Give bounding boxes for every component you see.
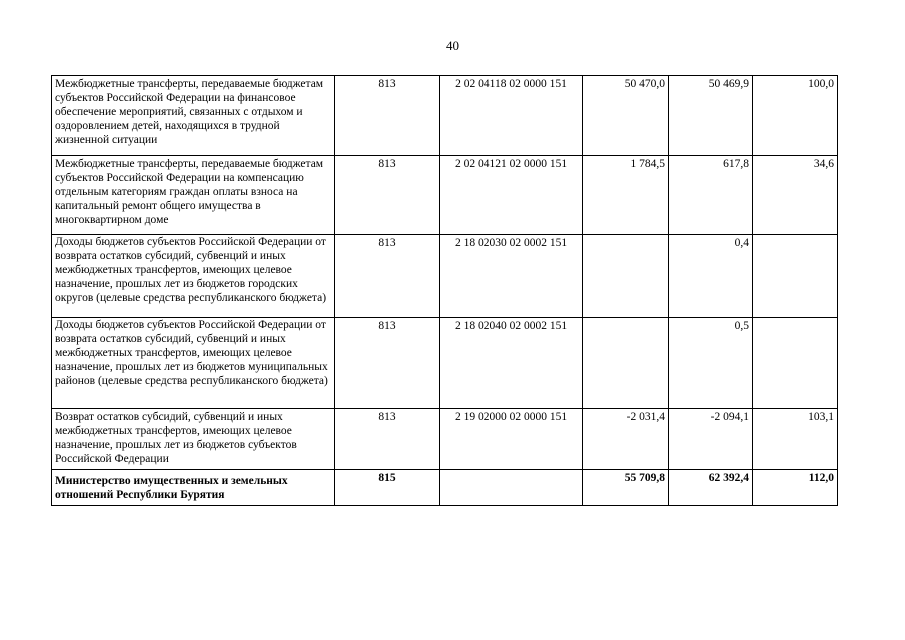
row-name: Межбюджетные трансферты, передаваемые бюджетам субъектов Российской Федерации на компенсацию отдельным категориям граждан оплаты взноса на капитальный ремонт общего имущества в многоквартирном доме — [52, 156, 335, 235]
table-row — [52, 235, 838, 318]
row-plan — [583, 235, 669, 318]
row-percent: 34,6 — [753, 156, 838, 235]
row-admin-code: 813 — [335, 409, 440, 470]
row-percent — [753, 318, 838, 409]
row-fact: 50 469,9 — [669, 76, 753, 156]
row-budget-code: 2 18 02040 02 0002 151 — [440, 318, 583, 409]
row-admin-code: 813 — [335, 318, 440, 409]
row-name: Межбюджетные трансферты, передаваемые бюджетам субъектов Российской Федерации на финансовое обеспечение мероприятий, связанных с отдыхом и оздоровлением детей, находящихся в трудной жизненной ситуации — [52, 76, 335, 156]
row-fact: 0,4 — [669, 235, 753, 318]
row-plan: 1 784,5 — [583, 156, 669, 235]
row-budget-code: 2 18 02030 02 0002 151 — [440, 235, 583, 318]
row-plan: 55 709,8 — [583, 470, 669, 506]
row-fact: 62 392,4 — [669, 470, 753, 506]
row-fact: -2 094,1 — [669, 409, 753, 470]
row-admin-code: 813 — [335, 76, 440, 156]
page-number: 40 — [446, 38, 459, 53]
row-admin-code: 813 — [335, 156, 440, 235]
row-budget-code: 2 19 02000 02 0000 151 — [440, 409, 583, 470]
budget-table — [51, 75, 838, 506]
row-name: Доходы бюджетов субъектов Российской Федерации от возврата остатков субсидий, субвенций и иных межбюджетных трансфертов, имеющих целевое назначение, прошлых лет из бюджетов городских округов (целевые средства республиканского бюджета) — [52, 235, 335, 318]
row-budget-code — [440, 470, 583, 506]
row-budget-code: 2 02 04121 02 0000 151 — [440, 156, 583, 235]
row-percent: 103,1 — [753, 409, 838, 470]
row-fact: 617,8 — [669, 156, 753, 235]
row-plan — [583, 318, 669, 409]
row-percent — [753, 235, 838, 318]
row-name: Возврат остатков субсидий, субвенций и иных межбюджетных трансфертов, имеющих целевое назначение, прошлых лет из бюджетов субъектов Российской Федерации — [52, 409, 335, 470]
table-row — [52, 76, 838, 156]
row-budget-code: 2 02 04118 02 0000 151 — [440, 76, 583, 156]
table-row — [52, 409, 838, 470]
row-percent: 112,0 — [753, 470, 838, 506]
row-percent: 100,0 — [753, 76, 838, 156]
row-admin-code: 815 — [335, 470, 440, 506]
table-row — [52, 156, 838, 235]
table-row — [52, 318, 838, 409]
table-row-ministry-total — [52, 470, 838, 506]
row-plan: -2 031,4 — [583, 409, 669, 470]
row-name: Доходы бюджетов субъектов Российской Федерации от возврата остатков субсидий, субвенций и иных межбюджетных трансфертов, имеющих целевое назначение, прошлых лет из бюджетов муниципальных районов (целевые средства республиканского бюджета) — [52, 318, 335, 409]
row-plan: 50 470,0 — [583, 76, 669, 156]
row-fact: 0,5 — [669, 318, 753, 409]
row-name: Министерство имущественных и земельных отношений Республики Бурятия — [52, 470, 335, 506]
row-admin-code: 813 — [335, 235, 440, 318]
